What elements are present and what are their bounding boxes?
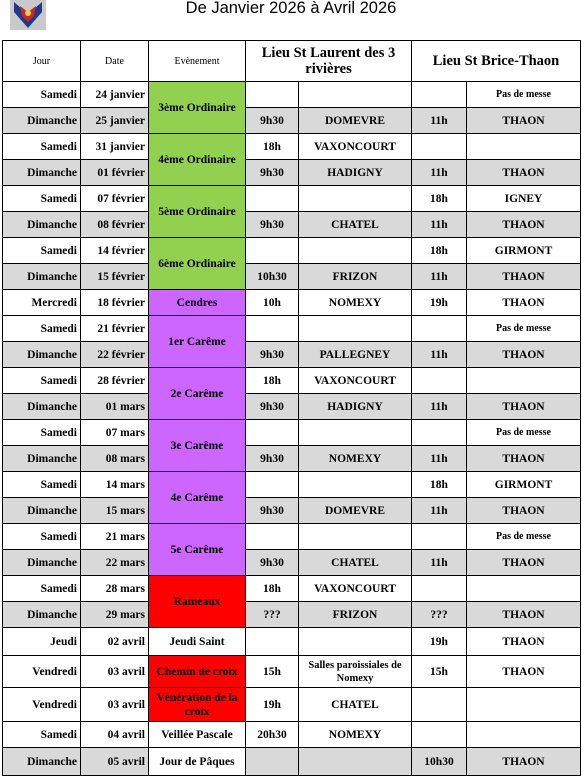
cell-event: 4e Carême	[149, 472, 246, 524]
cell-place-st-laurent	[299, 186, 412, 212]
cell-date: 08 mars	[81, 446, 149, 472]
cell-event: Rameaux	[149, 576, 246, 628]
cell-place-st-brice: IGNEY	[467, 186, 581, 212]
cell-day: Vendredi	[3, 656, 81, 688]
cell-event: 4ème Ordinaire	[149, 134, 246, 186]
cell-date: 04 avril	[81, 722, 149, 748]
cell-date: 28 février	[81, 368, 149, 394]
table-row	[3, 656, 581, 688]
cell-time-st-laurent	[246, 628, 299, 656]
cell-time-st-brice: 19h	[412, 628, 467, 656]
cell-place-st-laurent: HADIGNY	[299, 160, 412, 186]
cell-time-st-brice	[412, 316, 467, 342]
table-row	[3, 524, 581, 550]
table-row	[3, 316, 581, 342]
cell-day: Dimanche	[3, 446, 81, 472]
cell-time-st-laurent: 19h	[246, 688, 299, 722]
cell-place-st-laurent: PALLEGNEY	[299, 342, 412, 368]
table-row	[3, 264, 581, 290]
cell-place-st-brice: THAON	[467, 264, 581, 290]
cell-time-st-laurent	[246, 82, 299, 108]
cell-day: Dimanche	[3, 212, 81, 238]
cell-place-st-laurent: VAXONCOURT	[299, 134, 412, 160]
cell-place-st-laurent: CHATEL	[299, 212, 412, 238]
cell-date: 21 février	[81, 316, 149, 342]
cell-event: 6ème Ordinaire	[149, 238, 246, 290]
table-row	[3, 290, 581, 316]
table-header-row	[3, 41, 581, 82]
cell-time-st-brice: 11h	[412, 108, 467, 134]
cell-day: Samedi	[3, 316, 81, 342]
table-row	[3, 498, 581, 524]
cell-place-st-brice: THAON	[467, 394, 581, 420]
cell-time-st-laurent: 9h30	[246, 550, 299, 576]
cell-day: Samedi	[3, 238, 81, 264]
cell-date: 25 janvier	[81, 108, 149, 134]
cell-time-st-brice: 18h	[412, 472, 467, 498]
cell-time-st-brice: ???	[412, 602, 467, 628]
header-date: Date	[81, 41, 149, 82]
cell-date: 14 février	[81, 238, 149, 264]
cell-date: 21 mars	[81, 524, 149, 550]
cell-place-st-brice: Pas de messe	[467, 524, 581, 550]
cell-event: Jeudi Saint	[149, 628, 246, 656]
cell-place-st-brice: THAON	[467, 498, 581, 524]
table-row	[3, 238, 581, 264]
cell-place-st-brice: GIRMONT	[467, 238, 581, 264]
cell-event: 3e Carême	[149, 420, 246, 472]
cell-place-st-laurent	[299, 420, 412, 446]
table-row	[3, 748, 581, 776]
cell-day: Dimanche	[3, 342, 81, 368]
cell-date: 29 mars	[81, 602, 149, 628]
cell-place-st-brice	[467, 576, 581, 602]
cell-date: 01 février	[81, 160, 149, 186]
cell-place-st-laurent: DOMEVRE	[299, 498, 412, 524]
cell-place-st-laurent: DOMEVRE	[299, 108, 412, 134]
cell-time-st-brice: 10h30	[412, 748, 467, 776]
cell-place-st-brice: THAON	[467, 108, 581, 134]
cell-place-st-brice: GIRMONT	[467, 472, 581, 498]
cell-date: 28 mars	[81, 576, 149, 602]
cell-place-st-laurent: NOMEXY	[299, 722, 412, 748]
cell-date: 15 février	[81, 264, 149, 290]
cell-day: Dimanche	[3, 108, 81, 134]
cell-date: 02 avril	[81, 628, 149, 656]
cell-event: Chemin de croix	[149, 656, 246, 688]
table-row	[3, 550, 581, 576]
cell-place-st-brice: THAON	[467, 212, 581, 238]
cell-time-st-brice: 11h	[412, 212, 467, 238]
cell-day: Dimanche	[3, 748, 81, 776]
cell-place-st-brice: THAON	[467, 602, 581, 628]
cell-date: 15 mars	[81, 498, 149, 524]
table-row	[3, 722, 581, 748]
cell-time-st-brice: 11h	[412, 498, 467, 524]
cell-event: 3ème Ordinaire	[149, 82, 246, 134]
cell-time-st-laurent	[246, 316, 299, 342]
header-evenement: Evènement	[149, 41, 246, 82]
cell-time-st-brice: 11h	[412, 160, 467, 186]
cell-place-st-laurent	[299, 316, 412, 342]
table-row	[3, 446, 581, 472]
cell-place-st-laurent	[299, 238, 412, 264]
cell-time-st-brice: 15h	[412, 656, 467, 688]
cell-event: Jour de Pâques	[149, 748, 246, 776]
cell-place-st-brice: THAON	[467, 656, 581, 688]
cell-time-st-brice: 11h	[412, 446, 467, 472]
cell-time-st-brice	[412, 722, 467, 748]
header-lieu-st-brice: Lieu St Brice-Thaon	[412, 41, 581, 82]
table-row	[3, 186, 581, 212]
cell-day: Samedi	[3, 722, 81, 748]
cell-date: 03 avril	[81, 656, 149, 688]
table-row	[3, 394, 581, 420]
cell-time-st-laurent: 10h	[246, 290, 299, 316]
cell-date: 31 janvier	[81, 134, 149, 160]
table-row	[3, 342, 581, 368]
cell-time-st-laurent	[246, 748, 299, 776]
cell-time-st-laurent: 9h30	[246, 212, 299, 238]
cell-place-st-brice: THAON	[467, 290, 581, 316]
cell-day: Dimanche	[3, 602, 81, 628]
cell-time-st-brice: 18h	[412, 186, 467, 212]
cell-time-st-brice: 19h	[412, 290, 467, 316]
cell-day: Samedi	[3, 82, 81, 108]
table-row	[3, 212, 581, 238]
table-row	[3, 472, 581, 498]
cell-time-st-laurent	[246, 238, 299, 264]
cell-date: 14 mars	[81, 472, 149, 498]
cell-event: 5ème Ordinaire	[149, 186, 246, 238]
cell-time-st-laurent	[246, 524, 299, 550]
table-row	[3, 628, 581, 656]
cell-date: 03 avril	[81, 688, 149, 722]
cell-place-st-laurent: HADIGNY	[299, 394, 412, 420]
mass-schedule-table	[2, 40, 581, 776]
cell-day: Dimanche	[3, 394, 81, 420]
cell-day: Samedi	[3, 576, 81, 602]
cell-day: Dimanche	[3, 264, 81, 290]
cell-time-st-laurent: 18h	[246, 134, 299, 160]
cell-place-st-laurent: FRIZON	[299, 264, 412, 290]
cell-time-st-brice: 11h	[412, 394, 467, 420]
cell-day: Jeudi	[3, 628, 81, 656]
cell-place-st-brice: THAON	[467, 446, 581, 472]
cell-date: 18 février	[81, 290, 149, 316]
table-row	[3, 576, 581, 602]
cell-day: Dimanche	[3, 498, 81, 524]
table-row	[3, 108, 581, 134]
cell-event: 2e Carême	[149, 368, 246, 420]
cell-place-st-brice: THAON	[467, 342, 581, 368]
cell-day: Samedi	[3, 368, 81, 394]
table-row	[3, 602, 581, 628]
cell-date: 22 février	[81, 342, 149, 368]
cell-place-st-brice	[467, 134, 581, 160]
cell-time-st-brice	[412, 420, 467, 446]
cell-time-st-laurent: 9h30	[246, 342, 299, 368]
cell-day: Samedi	[3, 186, 81, 212]
cell-day: Dimanche	[3, 550, 81, 576]
cell-time-st-laurent: 9h30	[246, 394, 299, 420]
table-row	[3, 368, 581, 394]
cell-day: Samedi	[3, 524, 81, 550]
cell-event: 1er Carême	[149, 316, 246, 368]
cell-time-st-laurent: 20h30	[246, 722, 299, 748]
cell-place-st-brice	[467, 368, 581, 394]
cell-time-st-brice	[412, 134, 467, 160]
cell-date: 07 février	[81, 186, 149, 212]
table-row	[3, 82, 581, 108]
cell-day: Mercredi	[3, 290, 81, 316]
cell-event: 5e Carême	[149, 524, 246, 576]
cell-time-st-laurent	[246, 472, 299, 498]
cell-place-st-brice: Pas de messe	[467, 82, 581, 108]
cell-time-st-laurent: 9h30	[246, 160, 299, 186]
cell-place-st-laurent: FRIZON	[299, 602, 412, 628]
cell-date: 24 janvier	[81, 82, 149, 108]
cell-time-st-brice	[412, 576, 467, 602]
cell-date: 08 février	[81, 212, 149, 238]
cell-day: Samedi	[3, 420, 81, 446]
cell-time-st-brice: 18h	[412, 238, 467, 264]
cell-place-st-laurent	[299, 748, 412, 776]
cell-place-st-laurent	[299, 472, 412, 498]
cell-time-st-brice	[412, 368, 467, 394]
cell-place-st-brice: THAON	[467, 160, 581, 186]
cell-day: Samedi	[3, 134, 81, 160]
cell-time-st-brice: 11h	[412, 550, 467, 576]
cell-place-st-laurent	[299, 82, 412, 108]
cell-time-st-brice	[412, 82, 467, 108]
cell-place-st-laurent: CHATEL	[299, 688, 412, 722]
cell-time-st-brice: 11h	[412, 264, 467, 290]
cell-time-st-laurent	[246, 186, 299, 212]
table-row	[3, 134, 581, 160]
cell-day: Vendredi	[3, 688, 81, 722]
cell-place-st-laurent: NOMEXY	[299, 290, 412, 316]
cell-time-st-laurent: 18h	[246, 368, 299, 394]
header-lieu-st-laurent: Lieu St Laurent des 3 rivières	[246, 41, 412, 82]
cell-place-st-brice: Pas de messe	[467, 316, 581, 342]
cell-place-st-laurent: VAXONCOURT	[299, 576, 412, 602]
cell-date: 07 mars	[81, 420, 149, 446]
cell-date: 01 mars	[81, 394, 149, 420]
cell-place-st-laurent: VAXONCOURT	[299, 368, 412, 394]
cell-event: Vénération de la croix	[149, 688, 246, 722]
cell-place-st-brice: THAON	[467, 550, 581, 576]
cell-place-st-laurent: NOMEXY	[299, 446, 412, 472]
cell-place-st-laurent	[299, 628, 412, 656]
cell-event: Veillée Pascale	[149, 722, 246, 748]
cell-place-st-brice: THAON	[467, 748, 581, 776]
cell-time-st-laurent: 9h30	[246, 498, 299, 524]
cell-time-st-laurent: 9h30	[246, 108, 299, 134]
cell-time-st-laurent: 18h	[246, 576, 299, 602]
header-jour: Jour	[3, 41, 81, 82]
cell-time-st-brice	[412, 524, 467, 550]
cell-place-st-laurent: Salles paroissiales de Nomexy	[299, 656, 412, 688]
cell-place-st-laurent: CHATEL	[299, 550, 412, 576]
table-row	[3, 160, 581, 186]
cell-time-st-laurent: 10h30	[246, 264, 299, 290]
cell-day: Dimanche	[3, 160, 81, 186]
cell-time-st-laurent: 15h	[246, 656, 299, 688]
page-title: De Janvier 2026 à Avril 2026	[185, 0, 397, 17]
cell-date: 05 avril	[81, 748, 149, 776]
cell-day: Samedi	[3, 472, 81, 498]
cell-time-st-brice	[412, 688, 467, 722]
cell-place-st-brice	[467, 688, 581, 722]
table-row	[3, 420, 581, 446]
cell-time-st-laurent	[246, 420, 299, 446]
cell-place-st-brice: THAON	[467, 628, 581, 656]
cell-place-st-brice: Pas de messe	[467, 420, 581, 446]
cell-time-st-laurent: 9h30	[246, 446, 299, 472]
cell-place-st-laurent	[299, 524, 412, 550]
cell-time-st-brice: 11h	[412, 342, 467, 368]
cell-date: 22 mars	[81, 550, 149, 576]
cell-place-st-brice	[467, 722, 581, 748]
cell-time-st-laurent: ???	[246, 602, 299, 628]
table-row	[3, 688, 581, 722]
cell-event: Cendres	[149, 290, 246, 316]
